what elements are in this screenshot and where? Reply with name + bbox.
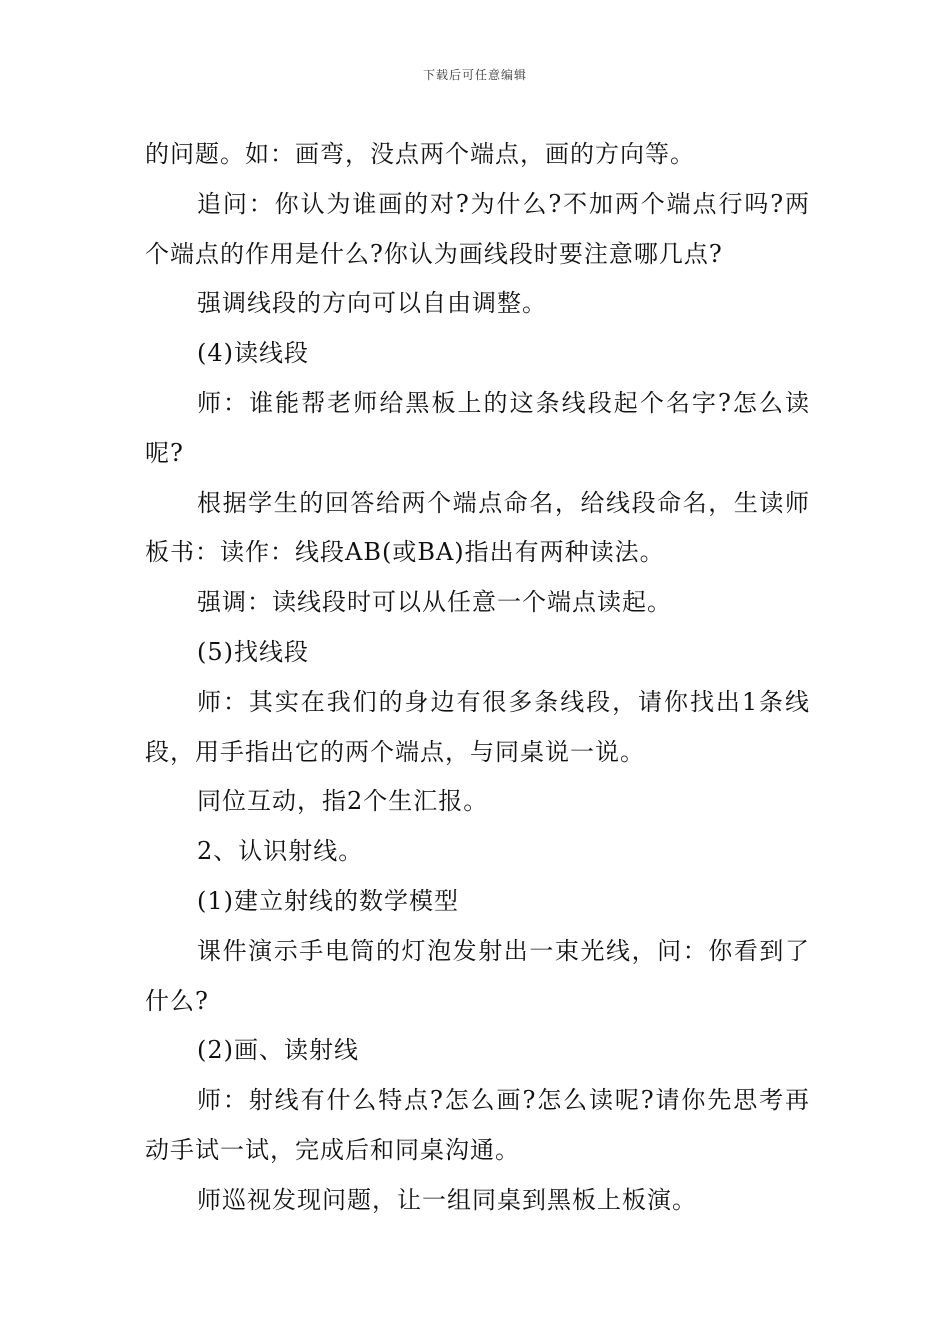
paragraph: 2、认识射线。 [197, 837, 364, 866]
paragraph: 师巡视发现问题，让一组同桌到黑板上板演。 [197, 1185, 697, 1214]
document-body [145, 130, 810, 1226]
paragraph: 课件演示手电筒的灯泡发射出一束光线，问：你看到了什么? [145, 936, 810, 1015]
paragraph: 同位互动，指2个生汇报。 [197, 787, 489, 816]
paragraph: (5)找线段 [197, 637, 309, 666]
paragraph: 师：其实在我们的身边有很多条线段，请你找出1条线段，用手指出它的两个端点，与同桌说一说。 [145, 687, 810, 766]
paragraph: (4)读线段 [197, 339, 309, 368]
paragraph: (2)画、读射线 [197, 1036, 359, 1065]
paragraph: 根据学生的回答给两个端点命名，给线段命名，生读师板书：读作：线段AB(或BA)指出有两种读法。 [145, 488, 810, 567]
paragraph: 强调线段的方向可以自由调整。 [197, 289, 547, 318]
paragraph: 追问：你认为谁画的对?为什么?不加两个端点行吗?两个端点的作用是什么?你认为画线段时要注意哪几点? [145, 189, 810, 268]
page-header: 下载后可任意编辑 [422, 68, 527, 82]
paragraph: 师：谁能帮老师给黑板上的这条线段起个名字?怎么读呢? [145, 388, 810, 467]
paragraph: (1)建立射线的数学模型 [197, 886, 459, 915]
paragraph: 强调：读线段时可以从任意一个端点读起。 [197, 588, 672, 617]
paragraph: 师：射线有什么特点?怎么画?怎么读呢?请你先思考再动手试一试，完成后和同桌沟通。 [145, 1086, 810, 1164]
paragraph: 的问题。如：画弯，没点两个端点，画的方向等。 [145, 140, 695, 168]
